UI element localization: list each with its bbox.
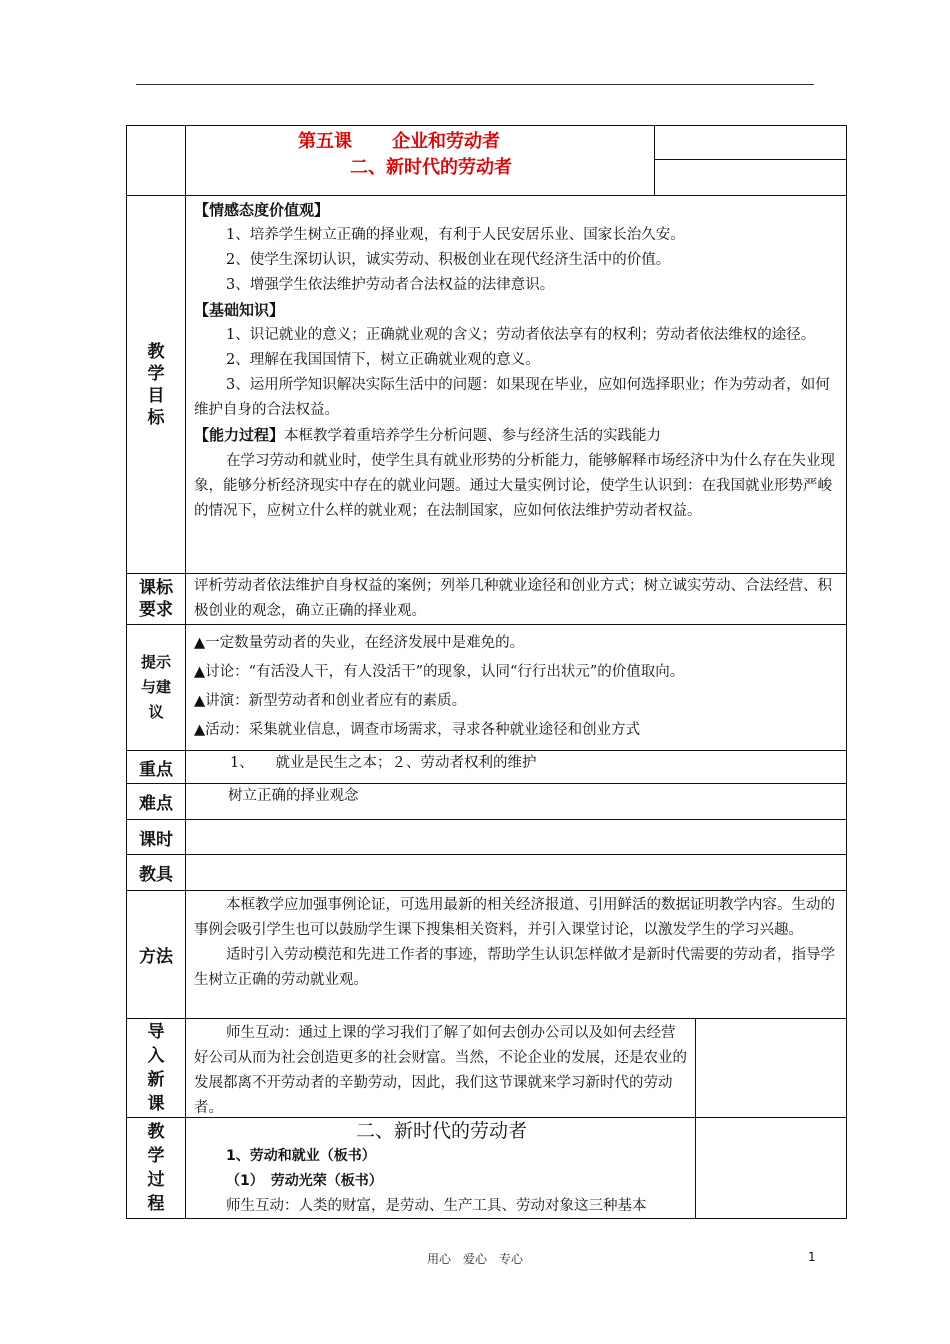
section-title: 二、新时代的劳动者 xyxy=(350,157,512,178)
page-number: 1 xyxy=(808,1250,816,1264)
title-cell xyxy=(186,126,655,195)
process-subheading: （1） 劳动光荣（板书） xyxy=(226,1173,383,1189)
key-point-content: 1、 就业是民生之本；２、劳动者权利的维护 xyxy=(186,751,847,783)
key-point-row xyxy=(127,751,847,784)
ability-summary: 本框教学着重培养学生分析问题、参与经济生活的实践能力 xyxy=(284,428,662,444)
ability-heading: 【能力过程】 xyxy=(194,426,285,444)
knowledge-heading: 【基础知识】 xyxy=(194,301,285,319)
emotion-item: 2、使学生深切认识，诚实劳动、积极创业在现代经济生活中的价值。 xyxy=(226,252,671,268)
process-content xyxy=(186,1118,696,1218)
process-title: 二、新时代的劳动者 xyxy=(355,1120,527,1142)
standard-content: 评析劳动者依法维护自身权益的案例；列举几种就业途径和创业方式；树立诚实劳动、合法经营、积极创业的观念，确立正确的择业观。 xyxy=(186,574,847,624)
unit-title: 企业和劳动者 xyxy=(392,131,500,152)
standard-label: 课标 要求 xyxy=(127,574,186,624)
lesson-number: 第五课 xyxy=(298,131,352,152)
knowledge-item: 1、识记就业的意义；正确就业观的含义；劳动者依法享有的权利；劳动者依法维权的途径。 xyxy=(226,327,816,343)
emotion-item: 1、培养学生树立正确的择业观，有利于人民安居乐业、国家长治久安。 xyxy=(226,227,685,243)
emotion-heading: 【情感态度价值观】 xyxy=(194,201,330,219)
process-subheading: 1、劳动和就业（板书） xyxy=(226,1148,376,1164)
teaching-tools-label: 教具 xyxy=(127,855,186,890)
method-paragraph: 适时引入劳动模范和先进工作者的事迹，帮助学生认识怎样做才是新时代需要的劳动者，指导学生树立正确的劳动就业观。 xyxy=(194,947,835,988)
lesson-plan-table xyxy=(126,125,847,1219)
intro-paragraph: 师生互动：通过上课的学习我们了解了如何去创办公司以及如何去经营好公司从而为社会创造更多的社会财富。当然，不论企业的发展，还是农业的发展都离不开劳动者的辛勤劳动，因此，我们这节课就来学习新时代的劳动者。 xyxy=(194,1025,687,1116)
tip-item: ▲讨论：“有活没人干，有人没活干”的现象，认同“行行出状元”的价值取向。 xyxy=(194,664,685,680)
difficult-point-label: 难点 xyxy=(127,784,186,819)
process-row xyxy=(127,1118,847,1219)
goals-content xyxy=(186,196,847,573)
tip-item: ▲讲演：新型劳动者和创业者应有的素质。 xyxy=(194,693,467,709)
tip-item: ▲一定数量劳动者的失业，在经济发展中是难免的。 xyxy=(194,635,525,651)
emotion-item: 3、增强学生依法维护劳动者合法权益的法律意识。 xyxy=(226,277,555,293)
tips-row xyxy=(127,625,847,751)
header-rule xyxy=(136,84,814,85)
key-point-label: 重点 xyxy=(127,751,186,783)
method-paragraph: 本框教学应加强事例论证，可选用最新的相关经济报道、引用鲜活的数据证明教学内容。生动的事例会吸引学生也可以鼓励学生课下搜集相关资料，并引入课堂讨论，以激发学生的学习兴趣。 xyxy=(194,897,835,938)
intro-row xyxy=(127,1019,847,1118)
method-row xyxy=(127,891,847,1019)
intro-label: 导 入 新 课 xyxy=(127,1019,186,1117)
tips-label: 提示 与建 议 xyxy=(127,625,186,750)
goals-label: 教 学 目 标 xyxy=(127,196,186,573)
ability-detail: 在学习劳动和就业时，使学生具有就业形势的分析能力，能够解释市场经济中为什么存在失业现象，能够分析经济现实中存在的就业问题。通过大量实例讨论，使学生认识到：在我国就业形势严峻的情况下，应树立什么样的就业观；在法制国家，应如何依法维护劳动者权益。 xyxy=(194,453,835,519)
difficult-point-row xyxy=(127,784,847,820)
title-side-cell-top xyxy=(655,126,846,160)
knowledge-item: 3、运用所学知识解决实际生活中的问题：如果现在毕业，应如何选择职业；作为劳动者，如何维护自身的合法权益。 xyxy=(194,377,830,418)
method-label: 方法 xyxy=(127,891,186,1018)
goals-row xyxy=(127,196,847,574)
title-row xyxy=(127,126,847,196)
intro-content xyxy=(186,1019,696,1117)
process-label: 教 学 过 程 xyxy=(127,1118,186,1218)
knowledge-item: 2、理解在我国国情下，树立正确就业观的意义。 xyxy=(226,352,540,368)
class-hours-row xyxy=(127,820,847,855)
intro-side-cell xyxy=(696,1019,847,1117)
class-hours-content xyxy=(186,820,847,854)
class-hours-label: 课时 xyxy=(127,820,186,854)
tips-content xyxy=(186,625,847,750)
page-footer: 用心 爱心 专心 xyxy=(426,1252,523,1266)
title-side-cells xyxy=(655,126,847,195)
difficult-point-content: 树立正确的择业观念 xyxy=(186,784,847,819)
title-blank-cell xyxy=(127,126,186,195)
tip-item: ▲活动：采集就业信息，调查市场需求，寻求各种就业途径和创业方式 xyxy=(194,722,641,738)
teaching-tools-content xyxy=(186,855,847,890)
standard-row xyxy=(127,574,847,625)
process-side-cell xyxy=(696,1118,847,1218)
title-side-cell-bottom xyxy=(655,160,846,195)
teaching-tools-row xyxy=(127,855,847,891)
process-paragraph: 师生互动：人类的财富，是劳动、生产工具、劳动对象这三种基本 xyxy=(226,1198,647,1214)
method-content xyxy=(186,891,847,1018)
